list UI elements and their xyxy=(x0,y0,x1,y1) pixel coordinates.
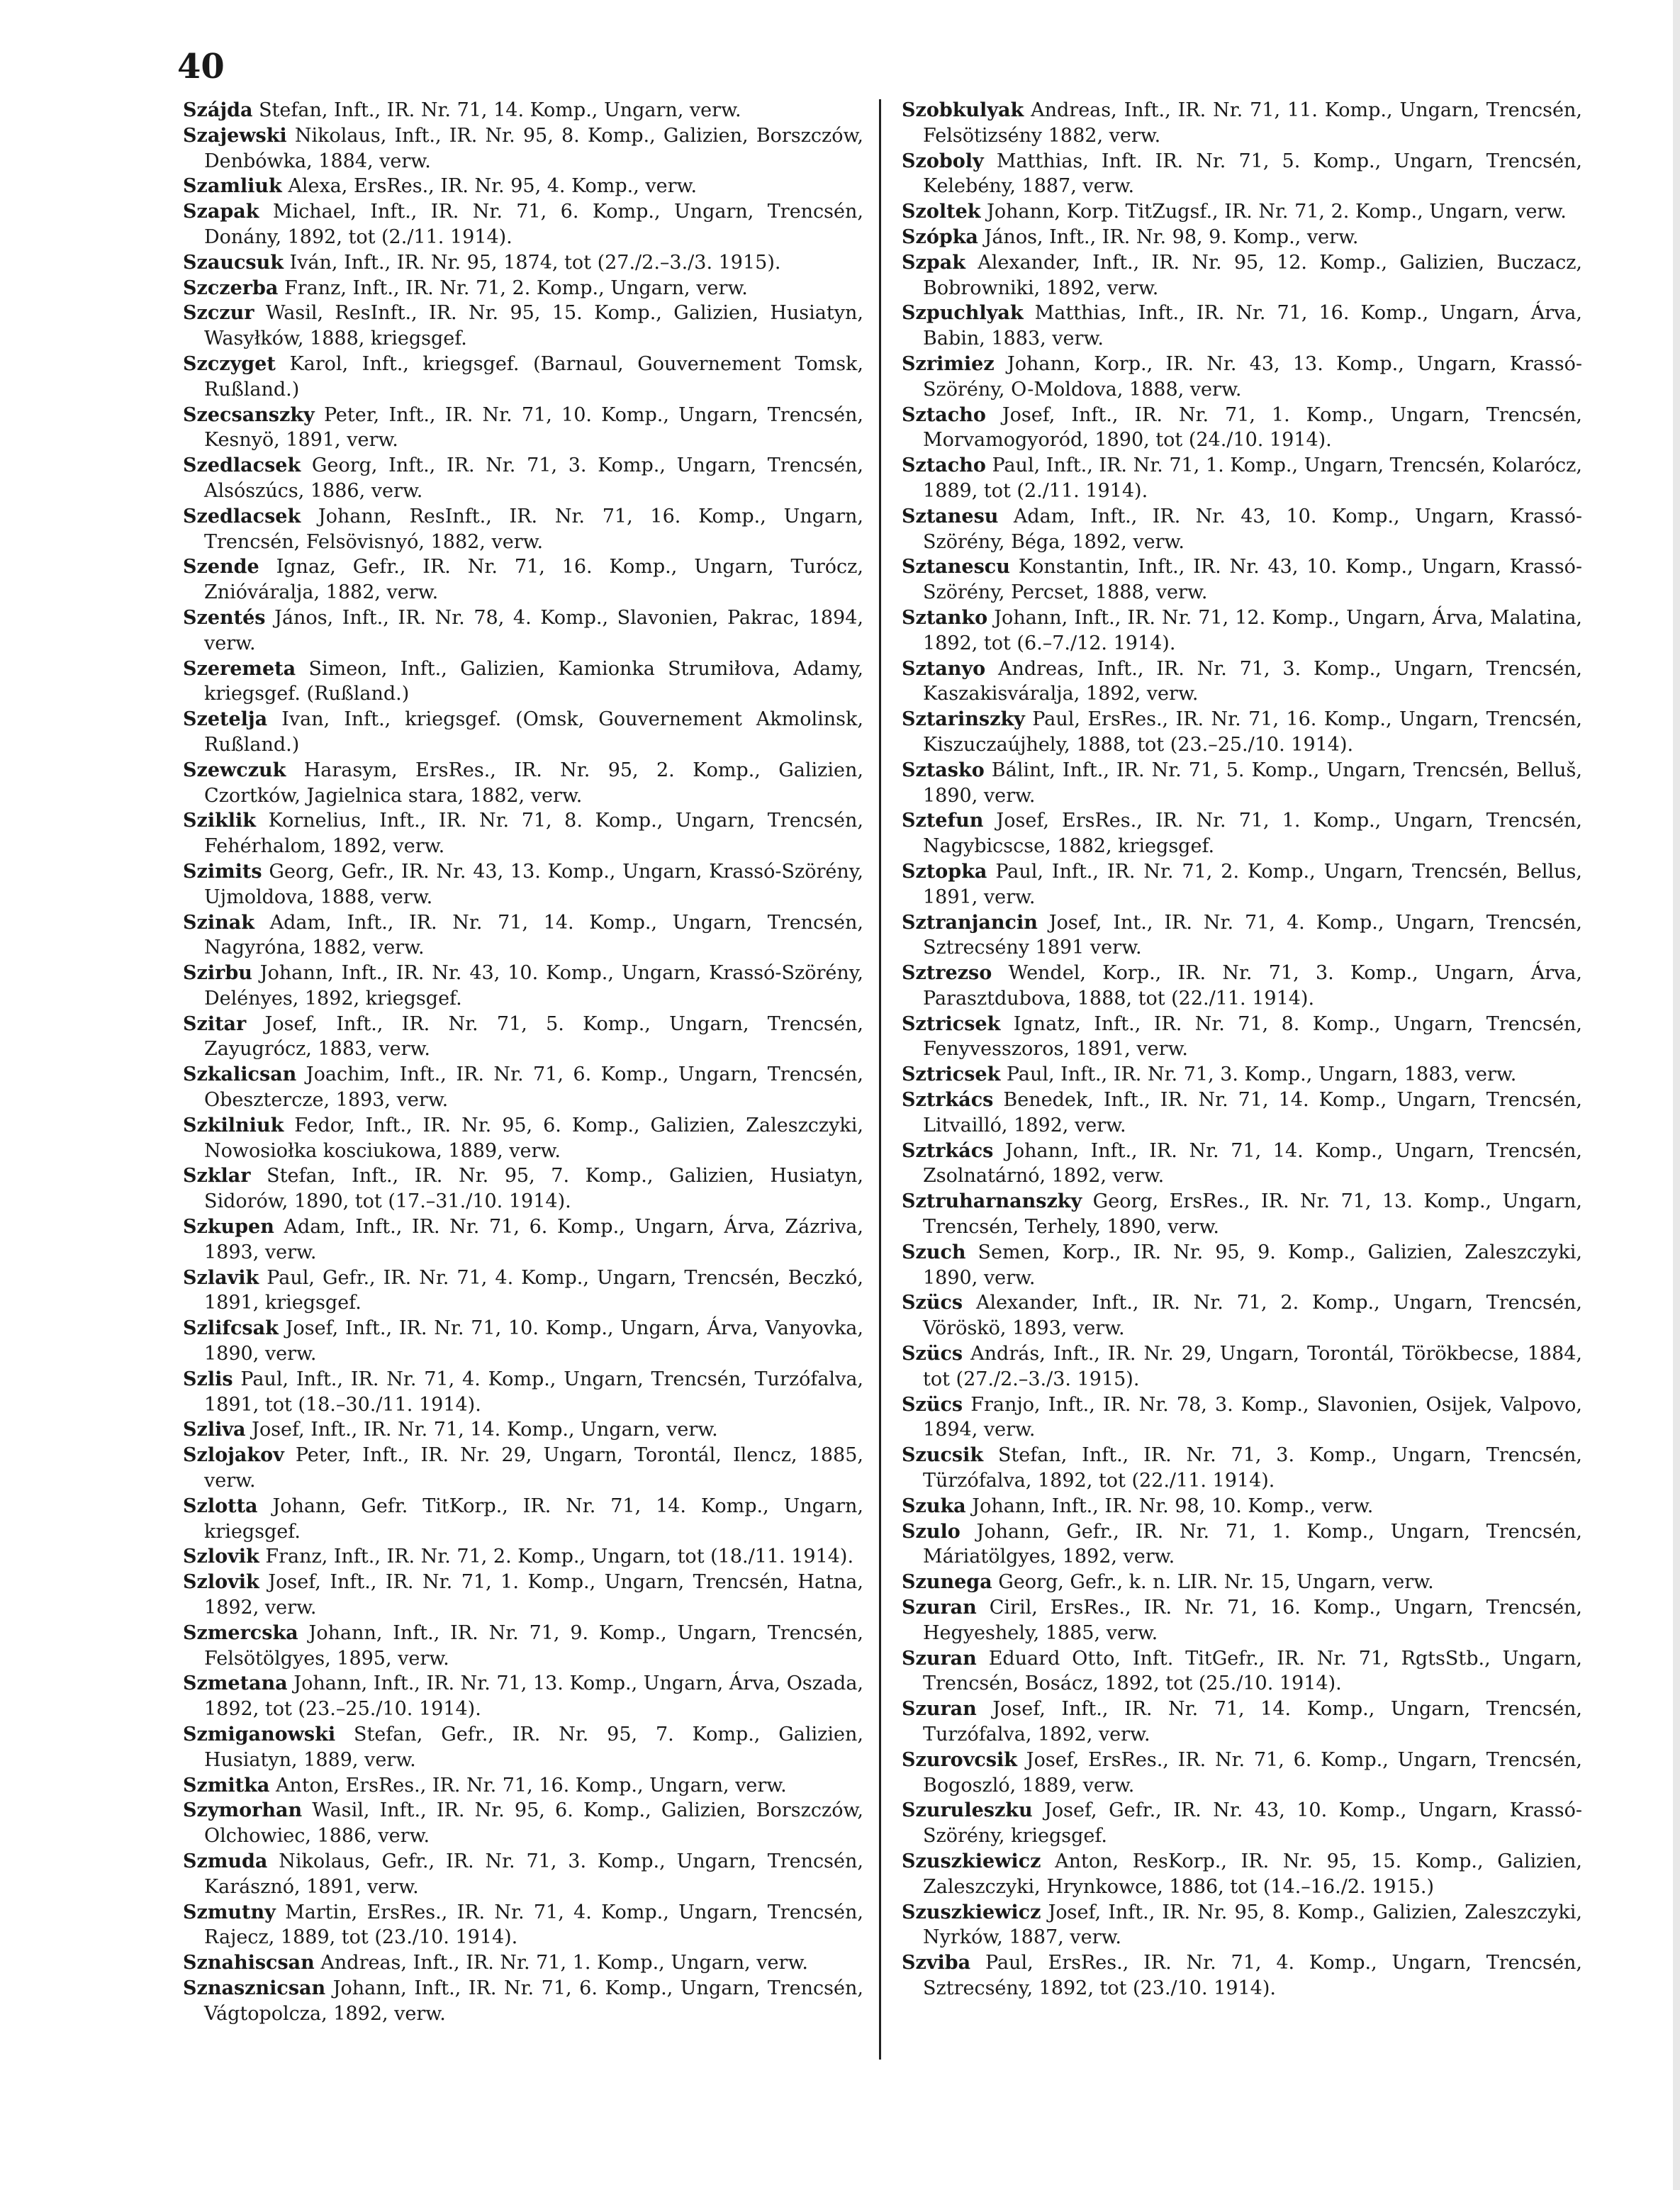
casualty-entry xyxy=(183,707,863,758)
casualty-entry xyxy=(902,1088,1582,1139)
casualty-entry xyxy=(902,1290,1582,1341)
casualty-entry xyxy=(183,1316,863,1367)
surname: Szkilniuk xyxy=(183,1114,284,1136)
surname: Sztanescu xyxy=(902,556,1010,579)
surname: Sztrkács xyxy=(902,1089,994,1112)
surname: Szetelja xyxy=(183,708,268,731)
casualty-entry xyxy=(902,1012,1582,1063)
casualty-entry xyxy=(183,1113,863,1164)
scan-edge xyxy=(1673,0,1680,2190)
casualty-entry xyxy=(902,554,1582,605)
entry-details: Franz, Inft., IR. Nr. 71, 2. Komp., Ungarn, tot (18./11. 1914). xyxy=(265,1546,854,1568)
entry-details: Georg, Gefr., k. n. LIR. Nr. 15, Ungarn, verw. xyxy=(998,1571,1434,1594)
surname: Szeremeta xyxy=(183,657,296,680)
entry-details: Johann, Inft., IR. Nr. 43, 10. Komp., Ungarn, Krassó-Szörény, Delényes, 1892, kriegsgef. xyxy=(204,962,863,1010)
surname: Sziklik xyxy=(183,810,257,832)
surname: Szczyget xyxy=(183,352,276,375)
casualty-entry xyxy=(902,250,1582,301)
entry-details: Ciril, ErsRes., IR. Nr. 71, 16. Komp., Ungarn, Trencsén, Hegyeshely, 1885, verw. xyxy=(923,1597,1582,1644)
entry-details: Paul, ErsRes., IR. Nr. 71, 16. Komp., Ungarn, Trencsén, Kiszuczaújhely, 1888, tot (23.–25./10. 1914). xyxy=(923,708,1582,756)
surname: Szücs xyxy=(902,1393,963,1416)
entry-details: Josef, Inft., IR. Nr. 71, 14. Komp., Ungarn, verw. xyxy=(252,1419,718,1441)
surname: Szedlacsek xyxy=(183,454,301,477)
entry-details: Josef, Inft., IR. Nr. 71, 14. Komp., Ungarn, Trencsén, Turzófalva, 1892, verw. xyxy=(923,1698,1582,1745)
casualty-entry xyxy=(183,554,863,605)
surname: Szuran xyxy=(902,1698,977,1721)
surname: Szitar xyxy=(183,1012,247,1035)
surname: Szimits xyxy=(183,860,262,883)
surname: Szecsanszky xyxy=(183,403,315,426)
surname: Szamliuk xyxy=(183,175,282,198)
entry-details: Johann, Korp., IR. Nr. 43, 13. Komp., Ungarn, Krassó-Szörény, O-Moldova, 1888, verw. xyxy=(923,352,1582,401)
entry-details: Andreas, Inft., IR. Nr. 71, 3. Komp., Ungarn, Trencsén, Kaszakisváralja, 1892, verw. xyxy=(923,657,1582,705)
entry-details: Wasil, ResInft., IR. Nr. 95, 15. Komp., Galizien, Husiatyn, Wasyłków, 1888, kriegsgef. xyxy=(204,302,863,350)
entry-details: Georg, ErsRes., IR. Nr. 71, 13. Komp., Ungarn, Trencsén, Terhely, 1890, verw. xyxy=(923,1190,1582,1239)
surname: Szirbu xyxy=(183,962,252,985)
casualty-entry xyxy=(183,123,863,174)
casualty-entry xyxy=(902,453,1582,504)
surname: Szlifcsak xyxy=(183,1317,279,1340)
casualty-entry xyxy=(183,250,863,276)
casualty-entry xyxy=(902,301,1582,352)
column-divider xyxy=(879,99,881,2060)
casualty-entry xyxy=(902,1900,1582,1951)
entry-details: Josef, Inft., IR. Nr. 71, 10. Komp., Ungarn, Árva, Vanyovka, 1890, verw. xyxy=(204,1317,863,1365)
surname: Szmuda xyxy=(183,1850,268,1872)
entry-details: Martin, ErsRes., IR. Nr. 71, 4. Komp., Ungarn, Trencsén, Rajecz, 1889, tot (23./10. 1914). xyxy=(204,1901,863,1949)
surname: Sztanko xyxy=(902,606,988,629)
entry-details: Stefan, Inft., IR. Nr. 71, 14. Komp., Ungarn, verw. xyxy=(259,99,741,121)
entry-details: Andreas, Inft., IR. Nr. 71, 1. Komp., Ungarn, verw. xyxy=(320,1952,808,1974)
surname: Sznasznicsan xyxy=(183,1977,326,1999)
casualty-entry xyxy=(183,1900,863,1951)
surname: Szklar xyxy=(183,1165,251,1188)
entry-details: Michael, Inft., IR. Nr. 71, 6. Komp., Ungarn, Trencsén, Donány, 1892, tot (2./11. 1914). xyxy=(204,201,863,248)
surname: Szkalicsan xyxy=(183,1063,297,1086)
entry-details: Johann, Inft., IR. Nr. 71, 9. Komp., Ungarn, Trencsén, Felsötölgyes, 1895, verw. xyxy=(204,1621,863,1670)
surname: Sztanyo xyxy=(902,657,986,680)
entry-details: Stefan, Inft., IR. Nr. 71, 3. Komp., Ungarn, Trencsén, Türzófalva, 1892, tot (22./11. 1914). xyxy=(923,1444,1582,1492)
casualty-entry xyxy=(902,1697,1582,1748)
casualty-entry xyxy=(183,1773,863,1799)
entry-details: Wasil, Inft., IR. Nr. 95, 6. Komp., Galizien, Borszczów, Olchowiec, 1886, verw. xyxy=(204,1799,863,1848)
surname: Szulo xyxy=(902,1520,961,1543)
entry-details: Nikolaus, Inft., IR. Nr. 95, 8. Komp., Galizien, Borszczów, Denbówka, 1884, verw. xyxy=(204,124,863,172)
entry-details: Ignaz, Gefr., IR. Nr. 71, 16. Komp., Ungarn, Turócz, Zniόváralja, 1882, verw. xyxy=(204,556,863,604)
surname: Sztanesu xyxy=(902,505,999,527)
casualty-entry xyxy=(183,1976,863,2027)
entry-details: Josef, Int., IR. Nr. 71, 4. Komp., Ungarn, Trencsén, Sztrecsény 1891 verw. xyxy=(923,911,1582,959)
casualty-entry xyxy=(183,1163,863,1214)
casualty-entry xyxy=(902,1062,1582,1088)
surname: Sztacho xyxy=(902,454,986,477)
surname: Szczerba xyxy=(183,276,279,299)
casualty-entry xyxy=(183,98,863,123)
entry-details: Paul, Inft., IR. Nr. 71, 4. Komp., Ungarn, Trencsén, Turzófalva, 1891, tot (18.–30./11. 1914). xyxy=(204,1368,863,1416)
entry-details: Alexander, Inft., IR. Nr. 95, 12. Komp., Galizien, Buczacz, Bobrowniki, 1892, verw. xyxy=(923,251,1582,299)
entry-details: Johann, Inft., IR. Nr. 71, 6. Komp., Ungarn, Trencsén, Vágtopolcza, 1892, verw. xyxy=(204,1977,863,2025)
casualty-entry xyxy=(902,961,1582,1012)
entry-details: Eduard Otto, Inft. TitGefr., IR. Nr. 71, RgtsStb., Ungarn, Trencsén, Bosácz, 1892, tot (25./10. 1914). xyxy=(923,1647,1582,1695)
entry-details: Semen, Korp., IR. Nr. 95, 9. Komp., Galizien, Zaleszczyki, 1890, verw. xyxy=(923,1241,1582,1289)
surname: Sztasko xyxy=(902,759,985,781)
entry-details: Johann, Gefr., IR. Nr. 71, 1. Komp., Ungarn, Trencsén, Máriatölgyes, 1892, verw. xyxy=(923,1520,1582,1568)
entry-details: Josef, Inft., IR. Nr. 71, 1. Komp., Ungarn, Trencsén, Morvamogyoród, 1890, tot (24./10. 1914). xyxy=(923,403,1582,452)
surname: Szlovik xyxy=(183,1571,259,1594)
entry-details: Stefan, Gefr., IR. Nr. 95, 7. Komp., Galizien, Husiatyn, 1889, verw. xyxy=(204,1723,863,1771)
entry-details: Johann, Gefr. TitKorp., IR. Nr. 71, 14. Komp., Ungarn, kriegsgef. xyxy=(204,1495,863,1543)
entry-details: Bálint, Inft., IR. Nr. 71, 5. Komp., Ungarn, Trencsén, Belluš, 1890, verw. xyxy=(923,759,1582,807)
casualty-entry xyxy=(902,707,1582,758)
casualty-entry xyxy=(902,1240,1582,1291)
surname: Szinak xyxy=(183,911,254,934)
entry-details: András, Inft., IR. Nr. 29, Ungarn, Torontál, Törökbecse, 1884, tot (27./2.–3./3. 1915). xyxy=(923,1343,1582,1390)
casualty-entry xyxy=(183,1062,863,1113)
entry-details: Franz, Inft., IR. Nr. 71, 2. Komp., Ungarn, verw. xyxy=(284,276,748,299)
casualty-entry xyxy=(183,1266,863,1317)
surname: Szrimiez xyxy=(902,352,995,375)
casualty-entry xyxy=(183,1367,863,1418)
surname: Sztricsek xyxy=(902,1063,1001,1086)
casualty-entry xyxy=(183,199,863,250)
entry-details: Konstantin, Inft., IR. Nr. 43, 10. Komp., Ungarn, Krassó-Szörény, Percset, 1888, verw. xyxy=(923,556,1582,604)
casualty-entry xyxy=(183,1544,863,1570)
surname: Szuka xyxy=(902,1495,966,1517)
page-number: 40 xyxy=(177,47,225,86)
surname: Szlavik xyxy=(183,1266,259,1289)
entry-details: Paul, Inft., IR. Nr. 71, 2. Komp., Ungarn, Trencsén, Bellus, 1891, verw. xyxy=(923,860,1582,908)
surname: Szpuchlyak xyxy=(902,302,1024,325)
surname: Szunega xyxy=(902,1571,992,1594)
entry-details: János, Inft., IR. Nr. 98, 9. Komp., verw. xyxy=(984,225,1359,248)
casualty-entry xyxy=(902,1189,1582,1240)
entry-details: Adam, Inft., IR. Nr. 71, 6. Komp., Ungarn, Árva, Zázriva, 1893, verw. xyxy=(204,1216,863,1263)
casualty-entry xyxy=(183,1570,863,1621)
surname: Szücs xyxy=(902,1343,963,1365)
surname: Sztarinszky xyxy=(902,708,1025,731)
surname: Szczur xyxy=(183,302,254,325)
surname: Sztopka xyxy=(902,860,987,883)
surname: Szücs xyxy=(902,1292,963,1314)
entry-details: Johann, Korp. TitZugsf., IR. Nr. 71, 2. Komp., Ungarn, verw. xyxy=(987,201,1567,223)
casualty-entry xyxy=(902,403,1582,454)
entry-details: Benedek, Inft., IR. Nr. 71, 14. Komp., Ungarn, Trencsén, Litvailló, 1892, verw. xyxy=(923,1089,1582,1136)
surname: Szuran xyxy=(902,1647,977,1670)
casualty-entry xyxy=(902,1392,1582,1443)
entry-details: Josef, Gefr., IR. Nr. 43, 10. Komp., Ungarn, Krassó-Szörény, kriegsgef. xyxy=(923,1799,1582,1848)
surname: Szópka xyxy=(902,225,978,248)
casualty-entry xyxy=(902,1950,1582,2001)
entry-details: Johann, Inft., IR. Nr. 71, 12. Komp., Ungarn, Árva, Malatina, 1892, tot (6.–7./12. 1914). xyxy=(923,606,1582,654)
surname: Szlis xyxy=(183,1368,233,1390)
surname: Szoboly xyxy=(902,150,984,172)
surname: Sztricsek xyxy=(902,1012,1001,1035)
entry-details: Georg, Gefr., IR. Nr. 43, 13. Komp., Ungarn, Krassó-Szörény, Ujmoldova, 1888, verw. xyxy=(204,860,863,908)
casualty-entry xyxy=(902,352,1582,403)
casualty-entry xyxy=(183,1722,863,1773)
entry-details: Josef, Inft., IR. Nr. 95, 8. Komp., Galizien, Zaleszczyki, Nyrków, 1887, verw. xyxy=(923,1901,1582,1949)
casualty-entry xyxy=(183,1849,863,1900)
casualty-entry xyxy=(183,301,863,352)
entry-details: Anton, ResKorp., IR. Nr. 95, 15. Komp., Galizien, Zaleszczyki, Hrynkowce, 1886, tot (14.–16./2. 1915.) xyxy=(923,1850,1582,1898)
surname: Sznahiscsan xyxy=(183,1952,315,1974)
entry-details: Franjo, Inft., IR. Nr. 78, 3. Komp., Slavonien, Osijek, Valpovo, 1894, verw. xyxy=(923,1393,1582,1441)
casualty-entry xyxy=(183,1950,863,1976)
casualty-entry xyxy=(902,1494,1582,1519)
surname: Szuruleszku xyxy=(902,1799,1033,1822)
entry-details: Ivan, Inft., kriegsgef. (Omsk, Gouvernement Akmolinsk, Rußland.) xyxy=(204,708,863,756)
surname: Sztrezso xyxy=(902,962,992,985)
entry-details: Peter, Inft., IR. Nr. 29, Ungarn, Torontál, Ilencz, 1885, verw. xyxy=(204,1444,863,1492)
entry-details: Josef, ErsRes., IR. Nr. 71, 1. Komp., Ungarn, Trencsén, Nagybicscse, 1882, kriegsgef. xyxy=(923,810,1582,858)
surname: Sztacho xyxy=(902,403,986,426)
entry-details: Stefan, Inft., IR. Nr. 95, 7. Komp., Galizien, Husiatyn, Sidorów, 1890, tot (17.–31./10. 1914). xyxy=(204,1165,863,1213)
casualty-entry xyxy=(183,1798,863,1849)
casualty-entry xyxy=(902,1595,1582,1646)
entry-details: Josef, Inft., IR. Nr. 71, 5. Komp., Ungarn, Trencsén, Zayugrócz, 1883, verw. xyxy=(204,1012,863,1061)
surname: Szedlacsek xyxy=(183,505,301,527)
casualty-entry xyxy=(183,657,863,708)
entry-details: Alexander, Inft., IR. Nr. 71, 2. Komp., Ungarn, Trencsén, Vöröskö, 1893, verw. xyxy=(923,1292,1582,1340)
entry-details: János, Inft., IR. Nr. 78, 4. Komp., Slavonien, Pakrac, 1894, verw. xyxy=(204,606,863,654)
entry-details: Kornelius, Inft., IR. Nr. 71, 8. Komp., Ungarn, Trencsén, Fehérhalom, 1892, verw. xyxy=(204,810,863,858)
casualty-entry xyxy=(183,1417,863,1443)
casualty-entry xyxy=(902,149,1582,200)
surname: Szurovcsik xyxy=(902,1748,1017,1771)
surname: Szymorhan xyxy=(183,1799,303,1822)
entry-details: Harasym, ErsRes., IR. Nr. 95, 2. Komp., Galizien, Czortków, Jagielnica stara, 1882, verw. xyxy=(204,759,863,807)
entry-details: Adam, Inft., IR. Nr. 43, 10. Komp., Ungarn, Krassó-Szörény, Béga, 1892, verw. xyxy=(923,505,1583,553)
surname: Szmetana xyxy=(183,1672,288,1695)
surname: Szuch xyxy=(902,1241,966,1263)
surname: Szoltek xyxy=(902,201,981,223)
entry-details: Joachim, Inft., IR. Nr. 71, 6. Komp., Ungarn, Trencsén, Obesztercze, 1893, verw. xyxy=(204,1063,863,1112)
entry-details: Paul, Inft., IR. Nr. 71, 3. Komp., Ungarn, 1883, verw. xyxy=(1006,1063,1517,1086)
casualty-entry xyxy=(183,1671,863,1722)
entry-details: Andreas, Inft., IR. Nr. 71, 11. Komp., Ungarn, Trencsén, Felsötizsény 1882, verw. xyxy=(923,99,1582,147)
left-column xyxy=(183,98,863,2027)
entry-details: Simeon, Inft., Galizien, Kamionka Strumiłova, Adamy, kriegsgef. (Rußland.) xyxy=(204,657,863,705)
casualty-entry xyxy=(902,808,1582,859)
entry-details: Matthias, Inft. IR. Nr. 71, 5. Komp., Ungarn, Trencsén, Kelebény, 1887, verw. xyxy=(923,150,1582,198)
entry-details: Ignatz, Inft., IR. Nr. 71, 8. Komp., Ungarn, Trencsén, Fenyvesszoros, 1891, verw. xyxy=(923,1012,1582,1061)
casualty-entry xyxy=(183,910,863,961)
surname: Szewczuk xyxy=(183,759,286,781)
entry-details: Wendel, Korp., IR. Nr. 71, 3. Komp., Ungarn, Árva, Parasztdubova, 1888, tot (22./11. 1914). xyxy=(923,962,1582,1010)
surname: Szkupen xyxy=(183,1216,274,1239)
casualty-entry xyxy=(902,657,1582,708)
entry-details: Peter, Inft., IR. Nr. 71, 10. Komp., Ungarn, Trencsén, Kesnyö, 1891, verw. xyxy=(204,403,863,452)
entry-details: Johann, ResInft., IR. Nr. 71, 16. Komp., Ungarn, Trencsén, Felsövisnyó, 1882, verw. xyxy=(204,505,863,553)
entry-details: Anton, ErsRes., IR. Nr. 71, 16. Komp., Ungarn, verw. xyxy=(275,1774,787,1797)
casualty-entry xyxy=(902,1519,1582,1570)
casualty-entry xyxy=(902,225,1582,250)
surname: Szuszkiewicz xyxy=(902,1901,1041,1923)
surname: Sztruharnanszky xyxy=(902,1190,1082,1213)
surname: Szlotta xyxy=(183,1495,258,1517)
casualty-entry xyxy=(902,1570,1582,1595)
surname: Szmercska xyxy=(183,1621,298,1644)
surname: Szliva xyxy=(183,1419,246,1441)
surname: Szucsik xyxy=(902,1444,984,1467)
entry-details: Johann, Inft., IR. Nr. 71, 13. Komp., Ungarn, Árva, Oszada, 1892, tot (23.–25./10. 1914). xyxy=(204,1672,863,1721)
entry-details: Johann, Inft., IR. Nr. 71, 14. Komp., Ungarn, Trencsén, Zsolnatárnó, 1892, verw. xyxy=(923,1139,1582,1188)
surname: Szaucsuk xyxy=(183,251,284,274)
casualty-entry xyxy=(902,758,1582,809)
entry-details: Alexa, ErsRes., IR. Nr. 95, 4. Komp., verw. xyxy=(288,175,698,198)
entry-details: Josef, ErsRes., IR. Nr. 71, 6. Komp., Ungarn, Trencsén, Bogoszló, 1889, verw. xyxy=(923,1748,1582,1797)
entry-details: Nikolaus, Gefr., IR. Nr. 71, 3. Komp., Ungarn, Trencsén, Karásznó, 1891, verw. xyxy=(204,1850,863,1898)
surname: Szuran xyxy=(902,1597,977,1619)
right-column xyxy=(902,98,1582,2001)
casualty-entry xyxy=(183,504,863,555)
casualty-entry xyxy=(183,453,863,504)
surname: Szobkulyak xyxy=(902,99,1024,121)
surname: Szmutny xyxy=(183,1901,276,1923)
casualty-entry xyxy=(183,174,863,199)
entry-details: Karol, Inft., kriegsgef. (Barnaul, Gouvernement Tomsk, Rußland.) xyxy=(204,352,863,401)
surname: Szajewski xyxy=(183,124,287,147)
casualty-entry xyxy=(183,403,863,454)
surname: Szmitka xyxy=(183,1774,270,1797)
casualty-entry xyxy=(902,1849,1582,1900)
casualty-entry xyxy=(183,859,863,910)
casualty-entry xyxy=(902,1341,1582,1392)
casualty-entry xyxy=(902,1748,1582,1799)
casualty-entry xyxy=(902,859,1582,910)
entry-details: Fedor, Inft., IR. Nr. 95, 6. Komp., Galizien, Zaleszczyki, Nowosiołka kosciukowa, 1889, verw. xyxy=(204,1114,863,1162)
casualty-entry xyxy=(902,605,1582,657)
entry-details: Josef, Inft., IR. Nr. 71, 1. Komp., Ungarn, Trencsén, Hatna, 1892, verw. xyxy=(204,1571,863,1619)
surname: Sztefun xyxy=(902,810,984,832)
casualty-entry xyxy=(183,605,863,657)
casualty-entry xyxy=(183,1621,863,1672)
surname: Szájda xyxy=(183,99,253,121)
surname: Szviba xyxy=(902,1952,971,1974)
casualty-entry xyxy=(183,352,863,403)
casualty-entry xyxy=(183,1494,863,1545)
casualty-entry xyxy=(902,504,1582,555)
casualty-entry xyxy=(902,1646,1582,1697)
surname: Szlovik xyxy=(183,1546,259,1568)
entry-details: Paul, Inft., IR. Nr. 71, 1. Komp., Ungarn, Trencsén, Kolarócz, 1889, tot (2./11. 1914). xyxy=(923,454,1582,502)
casualty-entry xyxy=(902,1443,1582,1494)
entry-details: Paul, ErsRes., IR. Nr. 71, 4. Komp., Ungarn, Trencsén, Sztrecsény, 1892, tot (23./10. 1914). xyxy=(923,1952,1582,1999)
entry-details: Adam, Inft., IR. Nr. 71, 14. Komp., Ungarn, Trencsén, Nagyróna, 1882, verw. xyxy=(204,911,863,959)
casualty-entry xyxy=(902,1139,1582,1190)
casualty-entry xyxy=(902,98,1582,149)
surname: Szentés xyxy=(183,606,266,629)
entry-details: Matthias, Inft., IR. Nr. 71, 16. Komp., Ungarn, Árva, Babin, 1883, verw. xyxy=(923,302,1582,350)
surname: Sztranjancin xyxy=(902,911,1038,934)
entry-details: Georg, Inft., IR. Nr. 71, 3. Komp., Ungarn, Trencsén, Alsószúcs, 1886, verw. xyxy=(204,454,863,502)
casualty-entry xyxy=(902,910,1582,961)
casualty-entry xyxy=(902,199,1582,225)
casualty-entry xyxy=(183,1012,863,1063)
casualty-entry xyxy=(902,1798,1582,1849)
casualty-entry xyxy=(183,961,863,1012)
surname: Szlojakov xyxy=(183,1444,284,1467)
entry-details: Johann, Inft., IR. Nr. 98, 10. Komp., verw. xyxy=(972,1495,1374,1517)
entry-details: Iván, Inft., IR. Nr. 95, 1874, tot (27./2.–3./3. 1915). xyxy=(289,251,781,274)
casualty-entry xyxy=(183,276,863,301)
surname: Szuszkiewicz xyxy=(902,1850,1041,1872)
casualty-entry xyxy=(183,1214,863,1266)
surname: Szmiganowski xyxy=(183,1723,336,1745)
entry-details: Paul, Gefr., IR. Nr. 71, 4. Komp., Ungarn, Trencsén, Beczkó, 1891, kriegsgef. xyxy=(204,1266,863,1314)
surname: Szende xyxy=(183,556,259,579)
casualty-entry xyxy=(183,808,863,859)
surname: Szpak xyxy=(902,251,965,274)
casualty-entry xyxy=(183,1443,863,1494)
surname: Sztrkács xyxy=(902,1139,994,1162)
casualty-entry xyxy=(183,758,863,809)
surname: Szapak xyxy=(183,201,259,223)
